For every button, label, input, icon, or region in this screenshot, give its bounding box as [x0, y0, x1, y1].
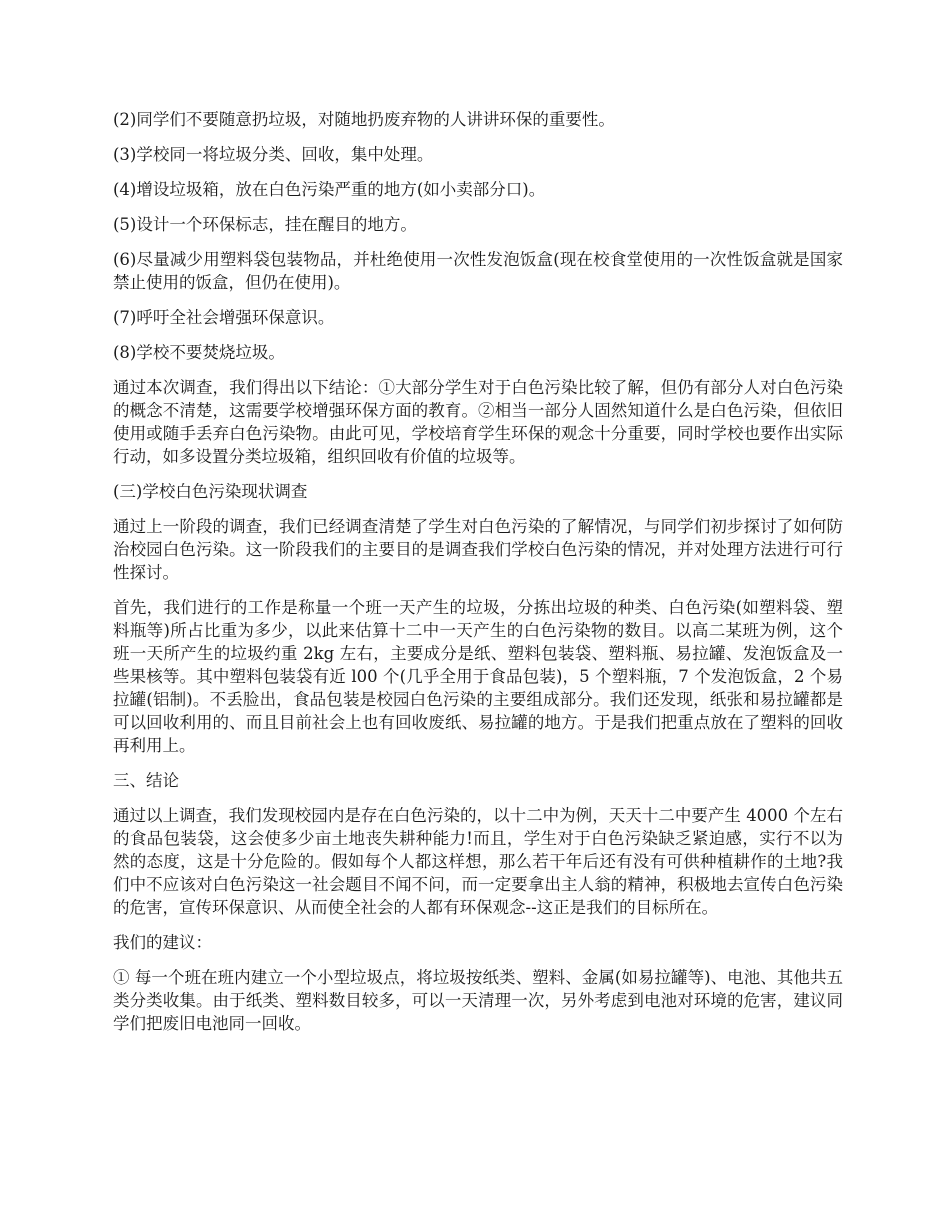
suggestion-6: (6)尽量减少用塑料袋包装物品，并杜绝使用一次性发泡饭盒(现在校食堂使用的一次性饭盒就是国家禁止使用的饭盒，但仍在使用)。	[113, 250, 843, 292]
recommendation-1: ① 每一个班在班内建立一个小型垃圾点，将垃圾按纸类、塑料、金属(如易拉罐等)、电池、其他共五类分类收集。由于纸类、塑料数目较多，可以一天清理一次，另外考虑到电池对环境的危害，建议同学们把废旧电池同一回收。	[113, 968, 843, 1033]
suggestion-2: (2)同学们不要随意扔垃圾，对随地扔废弃物的人讲讲环保的重要性。	[113, 110, 615, 129]
suggestion-3: (3)学校同一将垃圾分类、回收，集中处理。	[113, 145, 434, 164]
waste-measurement-paragraph: 首先，我们进行的工作是称量一个班一天产生的垃圾，分拣出垃圾的种类、白色污染(如塑料袋、塑料瓶等)所占比重为多少，以此来估算十二中一天产生的白色污染物的数目。以高二某班为例，这个班一天所产生的垃圾约重 2kg 左右，主要成分是纸、塑料包装袋、塑料瓶、易拉罐、发泡饭盒及一些果核等。其中塑料包装袋有近 l00 个(几乎全用于食品包装)，5 个塑料瓶，7 个发泡饭盒，2 个易拉罐(铝制)。不丢脸出，食品包装是校园白色污染的主要组成部分。我们还发现，纸张和易拉罐都是可以回收利用的、而且目前社会上也有回收废纸、易拉罐的地方。于是我们把重点放在了塑料的回收再利用上。	[113, 598, 843, 755]
section-heading-current-status: (三)学校白色污染现状调查	[113, 482, 308, 501]
suggestion-8: (8)学校不要焚烧垃圾。	[113, 343, 285, 362]
suggestion-4: (4)增设垃圾箱，放在白色污染严重的地方(如小卖部分口)。	[113, 180, 546, 199]
recommendations-heading: 我们的建议：	[113, 933, 212, 952]
document-body	[113, 108, 843, 1047]
current-status-intro-paragraph: 通过上一阶段的调查，我们已经调查清楚了学生对白色污染的了解情况，与同学们初步探讨了如何防治校园白色污染。这一阶段我们的主要目的是调查我们学校白色污染的情况，并对处理方法进行可行性探讨。	[113, 517, 843, 582]
suggestion-5: (5)设计一个环保标志，挂在醒目的地方。	[113, 215, 417, 234]
section-heading-conclusion: 三、结论	[113, 771, 179, 790]
suggestion-7: (7)呼吁全社会增强环保意识。	[113, 308, 335, 327]
conclusion-paragraph: 通过以上调查，我们发现校园内是存在白色污染的，以十二中为例，天天十二中要产生 4000 个左右的食品包装袋，这会使多少亩土地丧失耕种能力!而且，学生对于白色污染缺乏紧迫感，实行不以为然的态度，这是十分危险的。假如每个人都这样想，那么若干年后还有没有可供种植耕作的土地?我们中不应该对白色污染这一社会题目不闻不问，而一定要拿出主人翁的精神，积极地去宣传白色污染的危害，宣传环保意识、从而使全社会的人都有环保观念--这正是我们的目标所在。	[113, 806, 843, 917]
survey-conclusion-paragraph: 通过本次调查，我们得出以下结论：①大部分学生对于白色污染比较了解，但仍有部分人对白色污染的概念不清楚，这需要学校增强环保方面的教育。②相当一部分人固然知道什么是白色污染，但依旧使用或随手丢弃白色污染物。由此可见，学校培育学生环保的观念十分重要，同时学校也要作出实际行动，如多设置分类垃圾箱，组织回收有价值的垃圾等。	[113, 378, 843, 466]
